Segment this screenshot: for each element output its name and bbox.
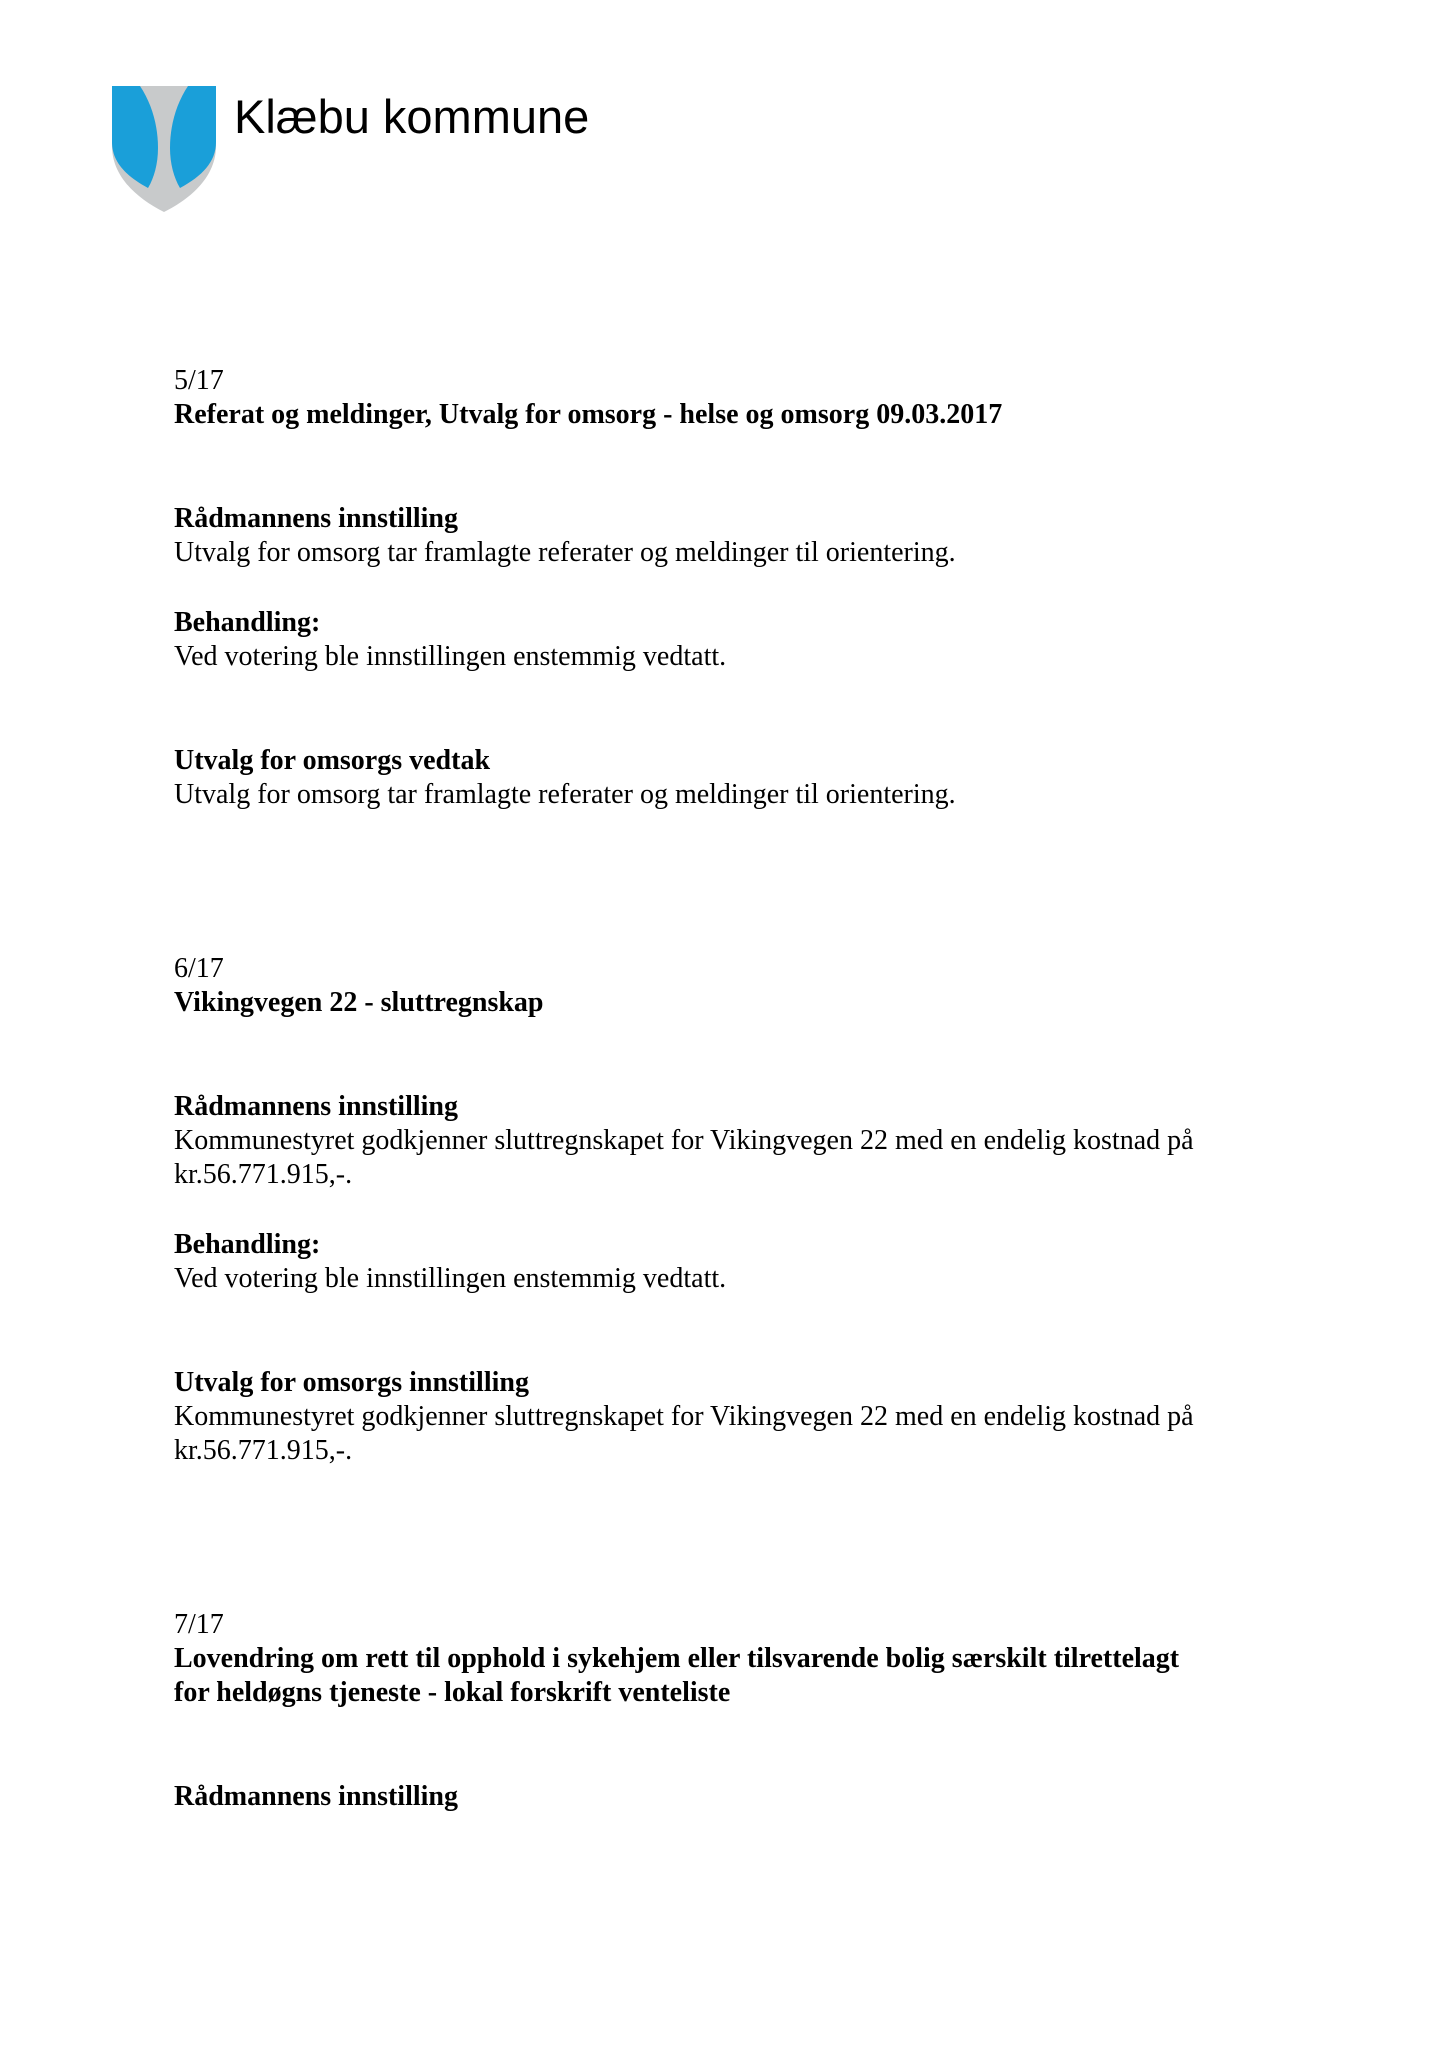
treatment-text: Ved votering ble innstillingen enstemmig vedtatt. bbox=[174, 641, 727, 672]
treatment-heading: Behandling: bbox=[174, 1229, 321, 1260]
case-title: Vikingvegen 22 - sluttregnskap bbox=[174, 987, 544, 1018]
case-title: Referat og meldinger, Utvalg for omsorg - helse og omsorg 09.03.2017 bbox=[174, 399, 1003, 430]
case-title: for heldøgns tjeneste - lokal forskrift venteliste bbox=[174, 1677, 731, 1708]
case-number: 6/17 bbox=[174, 953, 224, 984]
klaebu-coat-of-arms-icon bbox=[112, 86, 216, 212]
case-number: 7/17 bbox=[174, 1609, 224, 1640]
case-number: 5/17 bbox=[174, 365, 224, 396]
decision-heading: Utvalg for omsorgs vedtak bbox=[174, 745, 491, 776]
case-title: Lovendring om rett til opphold i sykehjem eller tilsvarende bolig særskilt tilrettelagt bbox=[174, 1643, 1180, 1674]
recommendation-text: Kommunestyret godkjenner sluttregnskapet for Vikingvegen 22 med en endelig kostnad på bbox=[174, 1125, 1194, 1156]
recommendation-text: Utvalg for omsorg tar framlagte referater og meldinger til orientering. bbox=[174, 537, 956, 568]
decision-text: Utvalg for omsorg tar framlagte referater og meldinger til orientering. bbox=[174, 779, 956, 810]
treatment-text: Ved votering ble innstillingen enstemmig vedtatt. bbox=[174, 1263, 727, 1294]
recommendation-text: kr.56.771.915,-. bbox=[174, 1159, 353, 1190]
decision-text: kr.56.771.915,-. bbox=[174, 1435, 353, 1466]
recommendation-heading: Rådmannens innstilling bbox=[174, 1091, 458, 1122]
decision-text: Kommunestyret godkjenner sluttregnskapet for Vikingvegen 22 med en endelig kostnad på bbox=[174, 1401, 1194, 1432]
municipality-name: Klæbu kommune bbox=[234, 90, 590, 143]
decision-heading: Utvalg for omsorgs innstilling bbox=[174, 1367, 529, 1398]
recommendation-heading: Rådmannens innstilling bbox=[174, 503, 458, 534]
treatment-heading: Behandling: bbox=[174, 607, 321, 638]
recommendation-heading: Rådmannens innstilling bbox=[174, 1781, 458, 1812]
